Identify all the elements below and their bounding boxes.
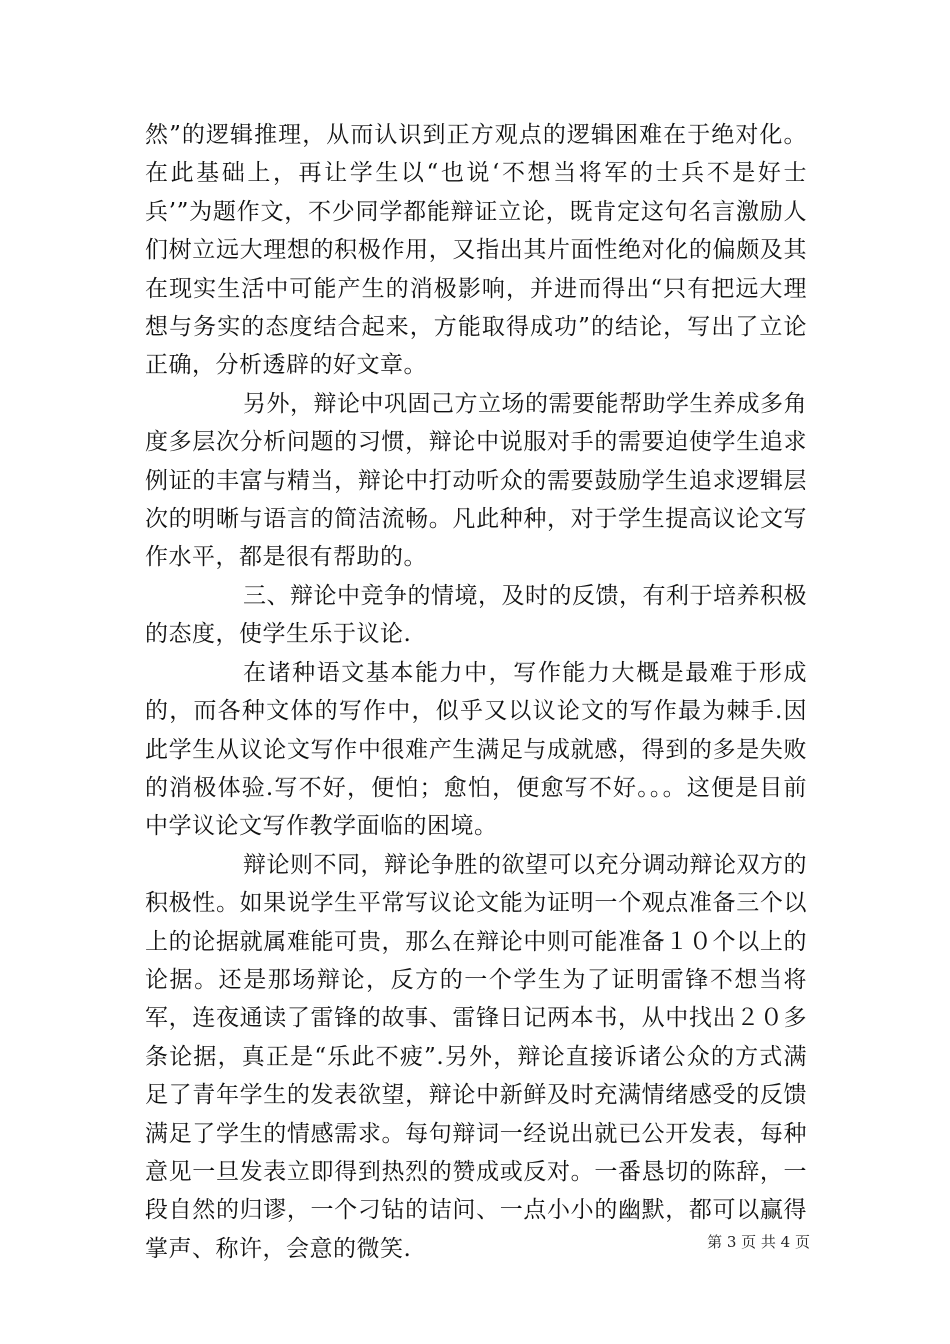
page-number-footer: 第 3 页 共 4 页 [707,1233,810,1251]
section-heading-three: 三、辩论中竞争的情境，及时的反馈，有利于培养积极的态度，使学生乐于议论. [145,582,807,648]
paragraph-continuation: 然”的逻辑推理，从而认识到正方观点的逻辑困难在于绝对化。在此基础上，再让学生以“也说‘不想当将军的士兵不是好士兵’”为题作文，不少同学都能辩证立论，既肯定这句名言激励人们树立远大理想的积极作用，又指出其片面性绝对化的偏颇及其在现实生活中可能产生的消极影响，并进而得出“只有把远大理想与务实的态度结合起来，方能取得成功”的结论，写出了立论正确，分析透辟的好文章。 [145,122,807,379]
document-body [145,116,807,1268]
paragraph-argument-benefits: 另外，辩论中巩固己方立场的需要能帮助学生养成多角度多层次分析问题的习惯，辩论中说服对手的需要迫使学生追求例证的丰富与精当，辩论中打动听众的需要鼓励学生追求逻辑层次的明晰与语言的简洁流畅。凡此种种，对于学生提高议论文写作水平，都是很有帮助的。 [145,390,807,571]
paragraph-debate-motivation: 辩论则不同，辩论争胜的欲望可以充分调动辩论双方的积极性。如果说学生平常写议论文能为证明一个观点准备三个以上的论据就属难能可贵，那么在辩论中则可能准备１０个以上的论据。还是那场辩论，反方的一个学生为了证明雷锋不想当将军，连夜通读了雷锋的故事、雷锋日记两本书，从中找出２０多条论据，真正是“乐此不疲”.另外，辩论直接诉诸公众的方式满足了青年学生的发表欲望，辩论中新鲜及时充满情绪感受的反馈满足了学生的情感需求。每句辩词一经说出就已公开发表，每种意见一旦发表立即得到热烈的赞成或反对。一番恳切的陈辞，一段自然的归谬，一个刁钻的诘问、一点小小的幽默，都可以赢得掌声、称许，会意的微笑. [145,851,807,1262]
paragraph-writing-difficulty: 在诸种语文基本能力中，写作能力大概是最难于形成的，而各种文体的写作中，似乎又以议论文的写作最为棘手.因此学生从议论文写作中很难产生满足与成就感，得到的多是失败的消极体验.写不好，便怕；愈怕，便愈写不好。。。这便是目前中学议论文写作教学面临的困境。 [145,659,807,840]
